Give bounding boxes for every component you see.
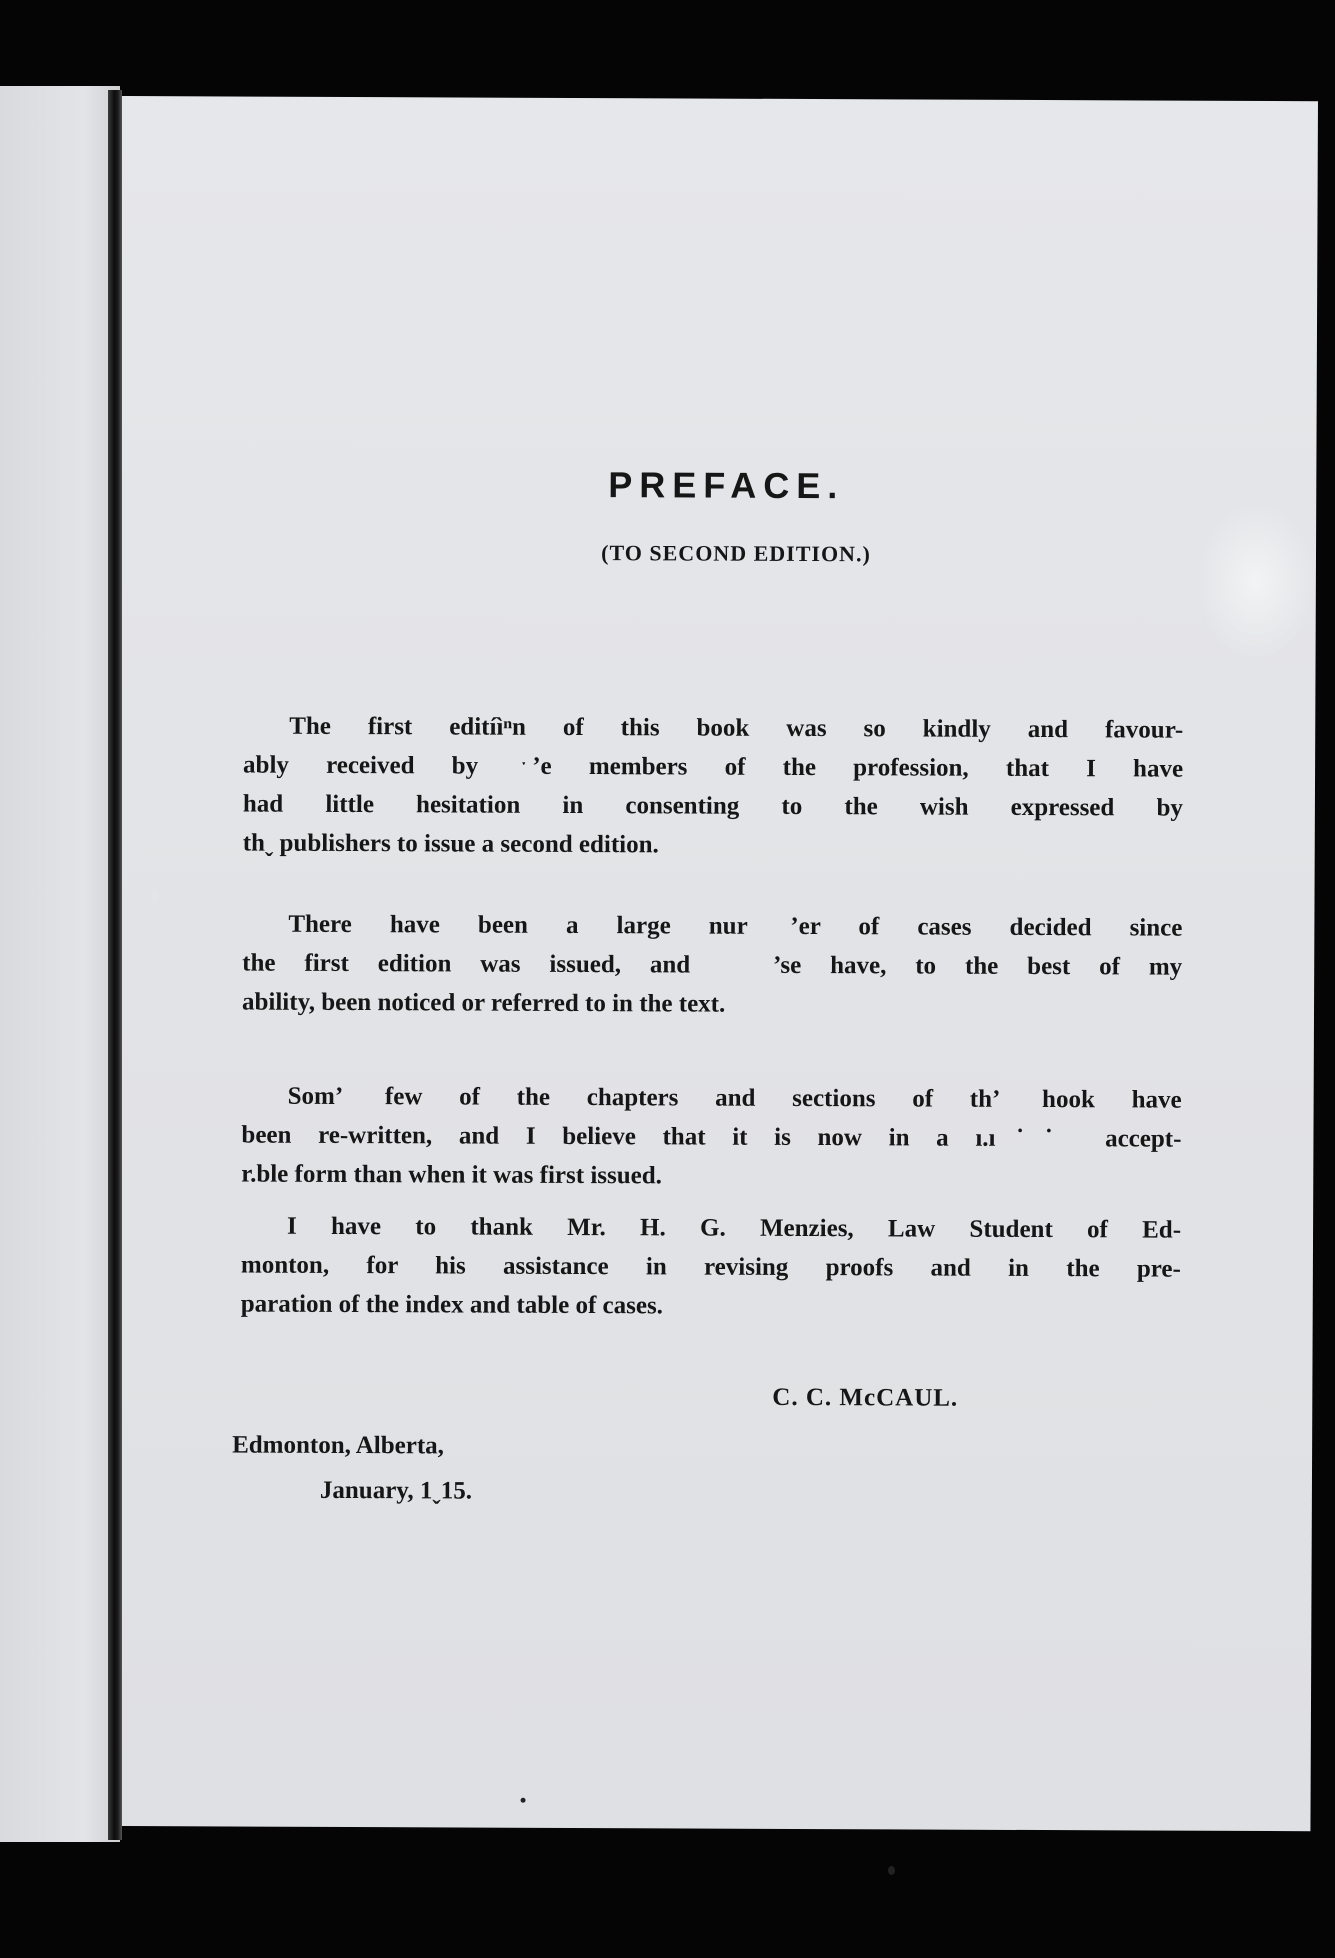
author-signature: C. C. McCAUL. (772, 1383, 959, 1412)
paragraph-line: paration of the index and table of cases. (240, 1290, 664, 1320)
facing-page-edge (0, 86, 120, 1842)
date-line: January, 1ˬ15. (319, 1476, 473, 1505)
scan-speck (521, 1798, 526, 1803)
paragraph-2 (242, 905, 1183, 1026)
paragraph-line: monton, for his assistance in revising proofs and in the pre- (240, 1251, 1181, 1283)
paragraph-line: had little hesitation in consenting to the wish expressed by (242, 790, 1183, 822)
paragraph-line: There have been a large nur ’er of cases decided since (288, 910, 1183, 942)
binding-gutter (108, 90, 122, 1840)
paragraph-line: Som’ few of the chapters and sections of th’ hook have (287, 1082, 1182, 1114)
paragraph-1 (243, 707, 1184, 867)
place-line: Edmonton, Alberta, (232, 1431, 445, 1460)
paragraph-line: r.ble form than when it was first issued. (241, 1160, 662, 1190)
paragraph-4 (241, 1207, 1182, 1328)
preface-text (110, 96, 1318, 1831)
page-subtitle: (TO SECOND EDITION.) (601, 540, 871, 567)
book-page (110, 96, 1318, 1831)
paragraph-line: the first edition was issued, and ’se have, to the best of my (242, 949, 1183, 981)
paragraph-3 (241, 1077, 1182, 1198)
paragraph-line: I have to thank Mr. H. G. Menzies, Law Student of Ed- (287, 1212, 1182, 1244)
paragraph-line: The first editíìⁿn of this book was so kindly and favour- (289, 712, 1184, 744)
scan-speck (152, 890, 158, 902)
paragraph-line: been re-written, and I believe that it is now in a ı.ı˙˙ accept- (241, 1121, 1182, 1153)
scan-speck (888, 1866, 895, 1875)
page-title: PREFACE. (608, 464, 845, 507)
paragraph-line: ability, been noticed or referred to in the text. (241, 988, 726, 1018)
paragraph-line: ably received by ˑ ’e members of the profession, that I have (243, 751, 1184, 783)
paragraph-line: thˬ publishers to issue a second edition. (242, 829, 659, 859)
